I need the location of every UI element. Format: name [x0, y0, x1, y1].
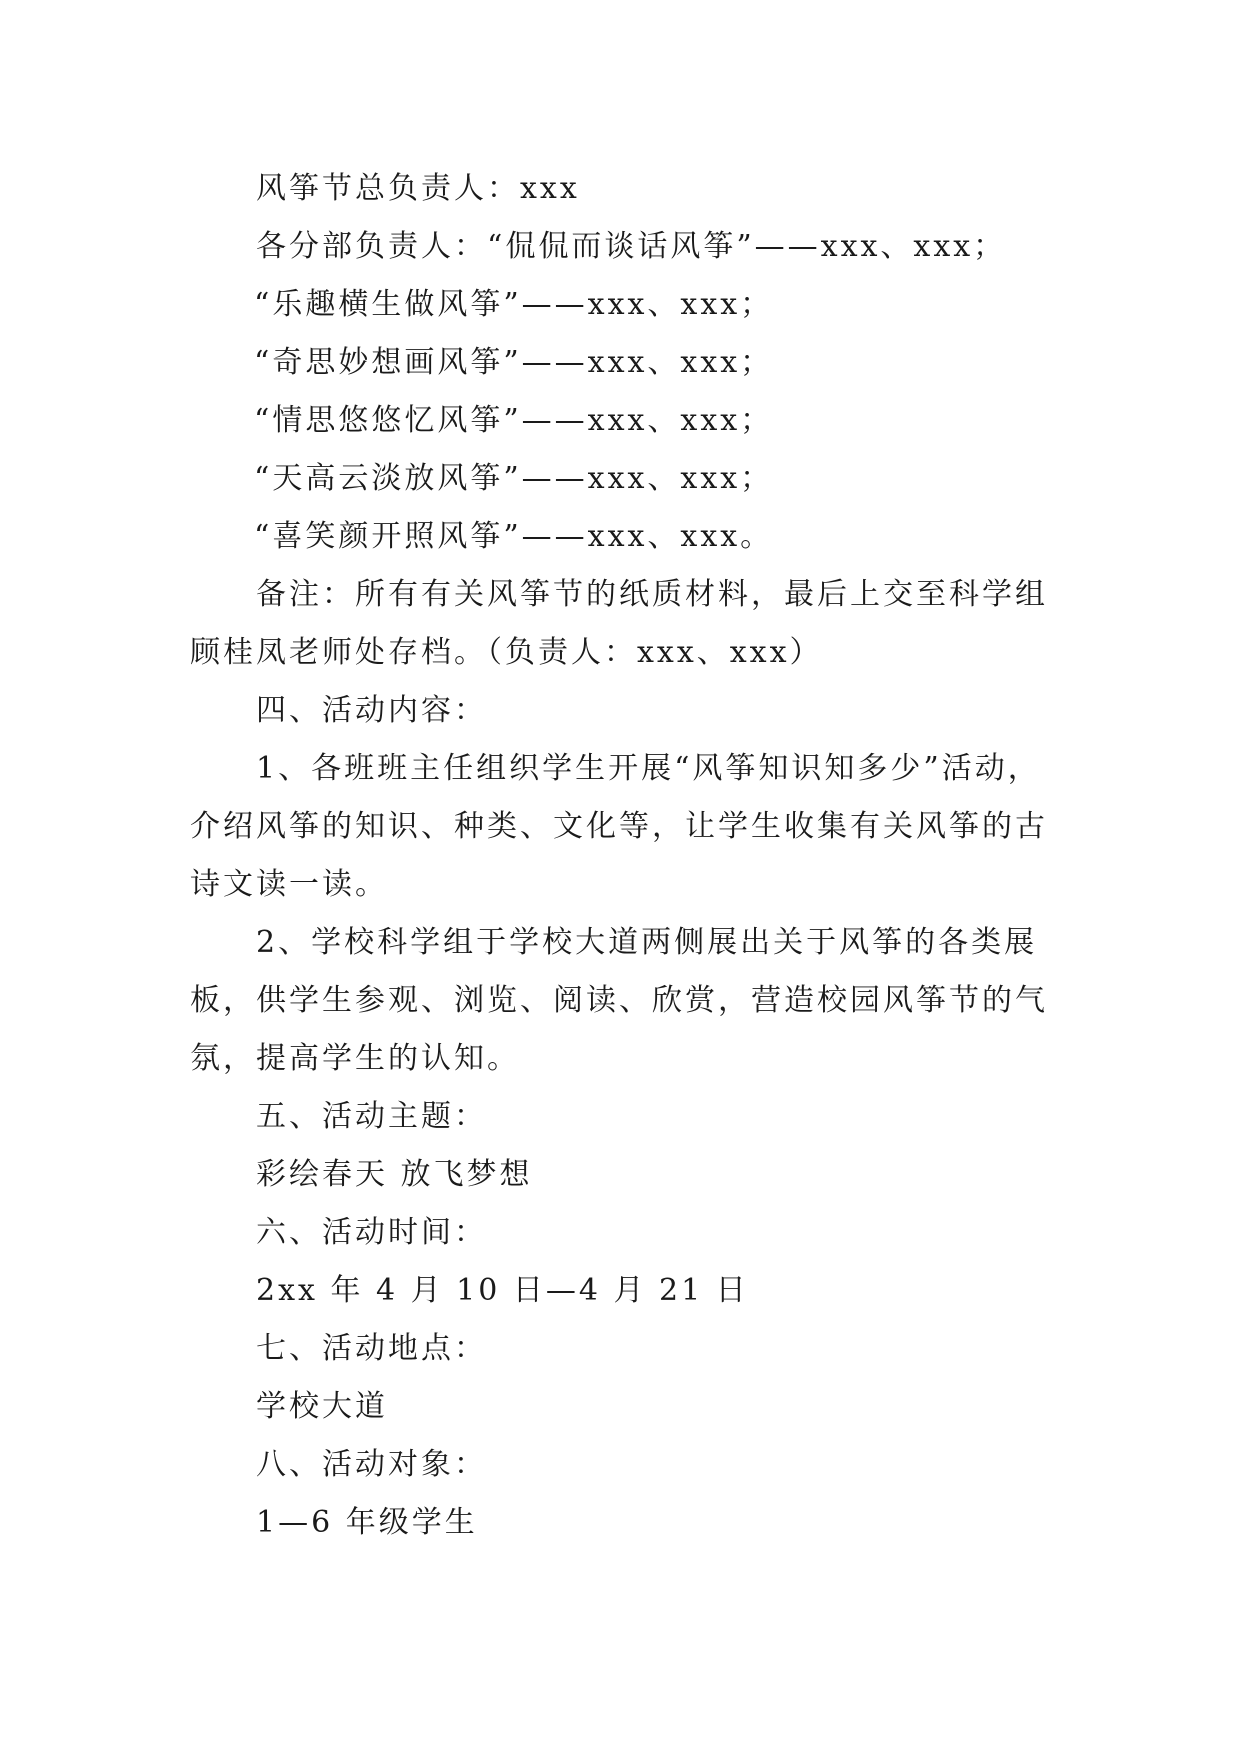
paragraph-chief-organizer: 风筝节总负责人：xxx: [256, 171, 580, 206]
paragraph-make-kite-leaders: “乐趣横生做风筝”——xxx、xxx；: [254, 287, 774, 322]
paragraph-section-leaders: 各分部负责人：“侃侃而谈话风筝”——xxx、xxx；: [256, 229, 1007, 264]
paragraph-draw-kite-leaders: “奇思妙想画风筝”——xxx、xxx；: [254, 345, 774, 380]
paragraph-content-item-1: 1、各班班主任组织学生开展“风筝知识知多少”活动，介绍风筝的知识、种类、文化等，让学生收集有关风筝的古诗文读一读。: [190, 751, 1048, 902]
paragraph-time: 2xx 年 4 月 10 日—4 月 21 日: [256, 1273, 749, 1308]
paragraph-location: 学校大道: [256, 1389, 388, 1424]
heading-activity-time: 六、活动时间：: [256, 1215, 487, 1250]
heading-activity-target: 八、活动对象：: [256, 1447, 487, 1482]
paragraph-note: 备注：所有有关风筝节的纸质材料，最后上交至科学组顾桂凤老师处存档。（负责人：xxx、xxx）: [190, 577, 1048, 670]
paragraph-target: 1—6 年级学生: [256, 1505, 478, 1540]
paragraph-photo-kite-leaders: “喜笑颜开照风筝”——xxx、xxx。: [254, 519, 774, 554]
heading-activity-location: 七、活动地点：: [256, 1331, 487, 1366]
paragraph-fly-kite-leaders: “天高云淡放风筝”——xxx、xxx；: [254, 461, 774, 496]
paragraph-remember-kite-leaders: “情思悠悠忆风筝”——xxx、xxx；: [254, 403, 774, 438]
document-body: [190, 160, 1060, 1552]
paragraph-content-item-2: 2、学校科学组于学校大道两侧展出关于风筝的各类展板，供学生参观、浏览、阅读、欣赏，营造校园风筝节的气氛，提高学生的认知。: [190, 925, 1048, 1076]
paragraph-theme: 彩绘春天 放飞梦想: [256, 1157, 533, 1192]
heading-activity-theme: 五、活动主题：: [256, 1099, 487, 1134]
heading-activity-content: 四、活动内容：: [256, 693, 487, 728]
